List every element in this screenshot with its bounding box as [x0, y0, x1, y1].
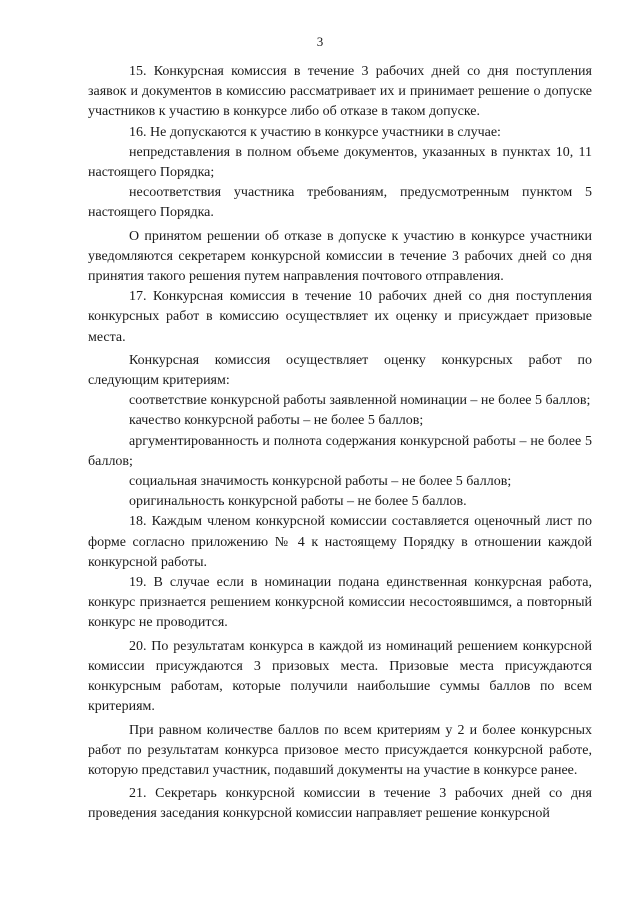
- criteria-item: соответствие конкурсной работы заявленной номинации – не более 5 баллов;: [129, 393, 591, 409]
- paragraph: О принятом решении об отказе в допуске к участию в конкурсе участники уведомляются секретарем конкурсной комиссии в течение 3 рабочих дней со дня принятия такого решения путем направления почтового отправления.: [88, 228, 592, 285]
- paragraph-15: 15. Конкурсная комиссия в течение 3 рабочих дней со дня поступления заявок и документов в комиссию рассматривает их и принимает решение о допуске участников к участию в конкурсе либо об отказе в таком допуске.: [88, 64, 592, 120]
- paragraph-16: 16. Не допускаются к участию в конкурсе участники в случае:: [129, 124, 501, 140]
- paragraph-17: 17. Конкурсная комиссия в течение 10 рабочих дней со дня поступления конкурсных работ в комиссию осуществляет их оценку и присуждает призовые места.: [88, 289, 592, 345]
- list-item: несоответствия участника требованиям, предусмотренным пунктом 5 настоящего Порядка.: [88, 185, 592, 221]
- paragraph-19: 19. В случае если в номинации подана единственная конкурсная работа, конкурс признается решением конкурсной комиссии несостоявшимся, а повторный конкурс не проводится.: [88, 575, 592, 631]
- page-number: 3: [316, 34, 324, 49]
- criteria-item: социальная значимость конкурсной работы – не более 5 баллов;: [129, 474, 512, 490]
- criteria-item: качество конкурсной работы – не более 5 баллов;: [129, 413, 424, 429]
- paragraph-18: 18. Каждым членом конкурсной комиссии составляется оценочный лист по форме согласно приложению № 4 к настоящему Порядку в отношении каждой конкурсной работы.: [88, 514, 592, 570]
- paragraph-21: 21. Секретарь конкурсной комиссии в течение 3 рабочих дней со дня проведения заседания конкурсной комиссии направляет решение конкурсной: [88, 786, 592, 822]
- criteria-item: оригинальность конкурсной работы – не более 5 баллов.: [129, 494, 467, 510]
- criteria-item: аргументированность и полнота содержания конкурсной работы – не более 5 баллов;: [88, 433, 592, 469]
- document-body: [88, 62, 592, 825]
- paragraph: Конкурсная комиссия осуществляет оценку конкурсных работ по следующим критериям:: [88, 352, 592, 389]
- paragraph-20: 20. По результатам конкурса в каждой из номинаций решением конкурсной комиссии присуждаются 3 призовых места. Призовые места присуждаются конкурсным работам, которые получили наибольшие суммы баллов по всем критериям.: [88, 638, 592, 715]
- paragraph: При равном количестве баллов по всем критериям у 2 и более конкурсных работ по результатам конкурса призовое место присуждается конкурсной работе, которую представил участник, подавший документы на участие в конкурсе ранее.: [88, 722, 592, 778]
- list-item: непредставления в полном объеме документов, указанных в пунктах 10, 11 настоящего Порядка;: [88, 144, 592, 181]
